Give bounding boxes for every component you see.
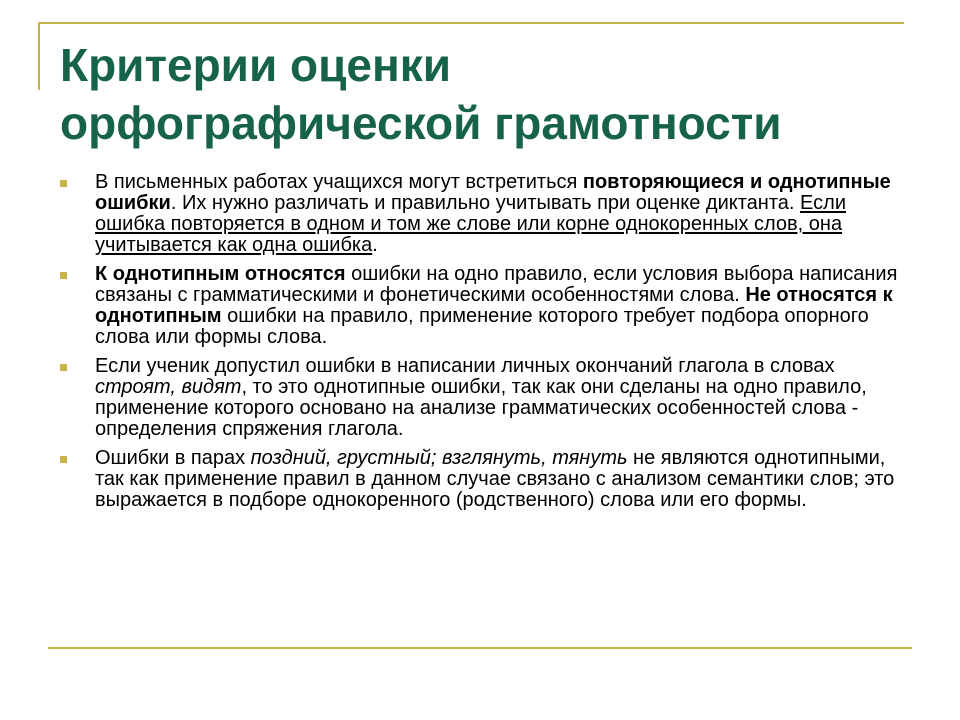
item-text: В письменных работах учащихся могут встретиться повторяющиеся и однотипные ошибки. Их нужно различать и правильно учитывать при оценке диктанта. Если ошибка повторяется в одном и том же слове или корне однокоренных слов, она учитывается как одна ошибка. bbox=[95, 171, 891, 256]
list-item bbox=[58, 264, 908, 348]
slide-title bbox=[60, 36, 940, 152]
square-bullet-icon bbox=[60, 364, 67, 371]
item-text: Ошибки в парах поздний, грустный; взглянуть, тянуть не являются однотипными, так как применение правил в данном случае связано с анализом семантики слов; это выражается в подборе однокоренного (родственного) слова или его формы. bbox=[95, 447, 895, 511]
left-rule bbox=[38, 22, 40, 90]
square-bullet-icon bbox=[60, 456, 67, 463]
item-text: К однотипным относятся ошибки на одно правило, если условия выбора написания связаны с грамматическими и фонетическими особенностями слова. Не относятся к однотипным ошибки на правило, применение которого требует подбора опорного слова или формы слова. bbox=[95, 263, 898, 348]
list-item bbox=[58, 172, 908, 256]
top-rule bbox=[38, 22, 904, 24]
title-line-1: Критерии оценки bbox=[60, 39, 452, 91]
square-bullet-icon bbox=[60, 180, 67, 187]
list-item bbox=[58, 356, 908, 440]
bullet-list bbox=[58, 172, 908, 519]
list-item bbox=[58, 448, 908, 511]
square-bullet-icon bbox=[60, 272, 67, 279]
bottom-rule bbox=[48, 647, 912, 649]
title-line-2: орфографической грамотности bbox=[60, 97, 782, 149]
item-text: Если ученик допустил ошибки в написании личных окончаний глагола в словах строят, видят, то это однотипные ошибки, так как они сделаны на одно правило, применение которого основано на анализе грамматических особенностей слова - определения спряжения глагола. bbox=[95, 355, 867, 440]
